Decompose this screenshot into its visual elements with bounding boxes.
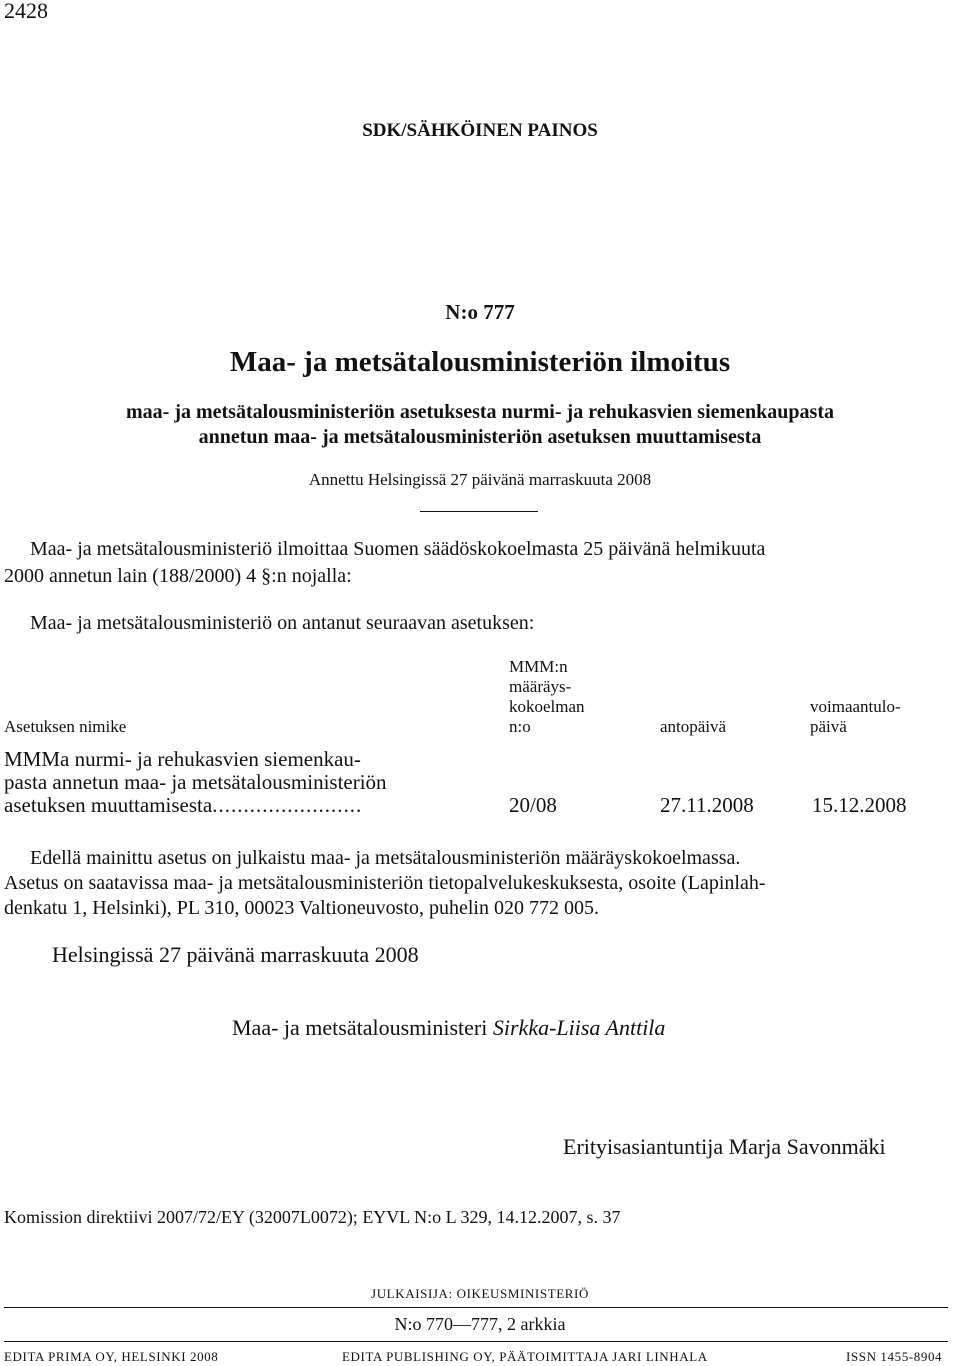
intro-line-2: 2000 annetun lain (188/2000) 4 §:n nojalla: xyxy=(4,565,352,587)
printer-center: EDITA PUBLISHING OY, PÄÄTOIMITTAJA JARI LINHALA xyxy=(342,1349,708,1364)
subtitle-line-1: maa- ja metsätalousministeriön asetuksesta nurmi- ja rehukasvien siemenkaupasta xyxy=(126,401,834,423)
place-date: Helsingissä 27 päivänä marraskuuta 2008 xyxy=(52,942,419,967)
row-name-line-2: pasta annetun maa- ja metsätalousministeriön xyxy=(4,770,387,794)
page-number: 2428 xyxy=(4,0,48,23)
footer-divider-top xyxy=(4,1307,948,1308)
short-divider xyxy=(420,511,538,512)
row-name-line-1: MMMa nurmi- ja rehukasvien siemenkau- xyxy=(4,747,361,771)
directive-reference: Komission direktiivi 2007/72/EY (32007L0072); EYVL N:o L 329, 14.12.2007, s. 37 xyxy=(4,1207,621,1227)
minister-title: Maa- ja metsätalousministeri xyxy=(232,1015,488,1040)
notice-line-3: denkatu 1, Helsinki), PL 310, 00023 Valtioneuvosto, puhelin 020 772 005. xyxy=(4,897,599,919)
row-name-text: asetuksen muuttamisesta xyxy=(4,793,213,817)
header-issued: antopäivä xyxy=(660,717,727,736)
notice-line-2: Asetus on saatavissa maa- ja metsätalousministeriön tietopalvelukeskuksesta, osoite (Lapinlah- xyxy=(4,872,766,894)
header-effective-1: voimaantulo- xyxy=(810,697,901,716)
header-name: Asetuksen nimike xyxy=(4,717,127,736)
issn: ISSN 1455-8904 xyxy=(846,1349,943,1364)
intro-line-1: Maa- ja metsätalousministeriö ilmoittaa Suomen säädöskokoelmasta 25 päivänä helmikuuta xyxy=(30,538,766,560)
printer-left: EDITA PRIMA OY, HELSINKI 2008 xyxy=(4,1349,219,1364)
notice-line-1: Edellä mainittu asetus on julkaistu maa- ja metsätalousministeriön määräyskokoelmassa. xyxy=(30,847,741,869)
header-number-3: kokoelman xyxy=(509,697,585,716)
header-number-4: n:o xyxy=(509,717,531,736)
minister-name: Sirkka-Liisa Anttila xyxy=(492,1015,666,1040)
page-title: Maa- ja metsätalousministeriön ilmoitus xyxy=(229,346,731,378)
issue-info: N:o 770—777, 2 arkkia xyxy=(394,1314,566,1334)
publisher: JULKAISIJA: OIKEUSMINISTERIÖ xyxy=(371,1286,589,1301)
document-number: N:o 777 xyxy=(445,300,515,324)
header-number-1: MMM:n xyxy=(509,657,568,676)
statement: Maa- ja metsätalousministeriö on antanut seuraavan asetuksen: xyxy=(30,612,535,634)
row-name-line-3 xyxy=(4,794,362,816)
footer-divider-bottom xyxy=(4,1341,948,1342)
minister-signature xyxy=(232,1015,665,1041)
row-issued: 27.11.2008 xyxy=(660,793,754,817)
dot-leader: ........................ xyxy=(212,793,363,817)
row-number: 20/08 xyxy=(509,793,557,817)
specialist-signature: Erityisasiantuntija Marja Savonmäki xyxy=(563,1134,886,1159)
row-effective: 15.12.2008 xyxy=(812,793,907,817)
header-number-2: määräys- xyxy=(509,677,572,696)
edition-label: SDK/SÄHKÖINEN PAINOS xyxy=(362,120,598,141)
header-effective-2: päivä xyxy=(810,717,847,736)
subtitle-line-2: annetun maa- ja metsätalousministeriön asetuksen muuttamisesta xyxy=(198,426,762,448)
given-date: Annettu Helsingissä 27 päivänä marraskuuta 2008 xyxy=(308,470,652,489)
